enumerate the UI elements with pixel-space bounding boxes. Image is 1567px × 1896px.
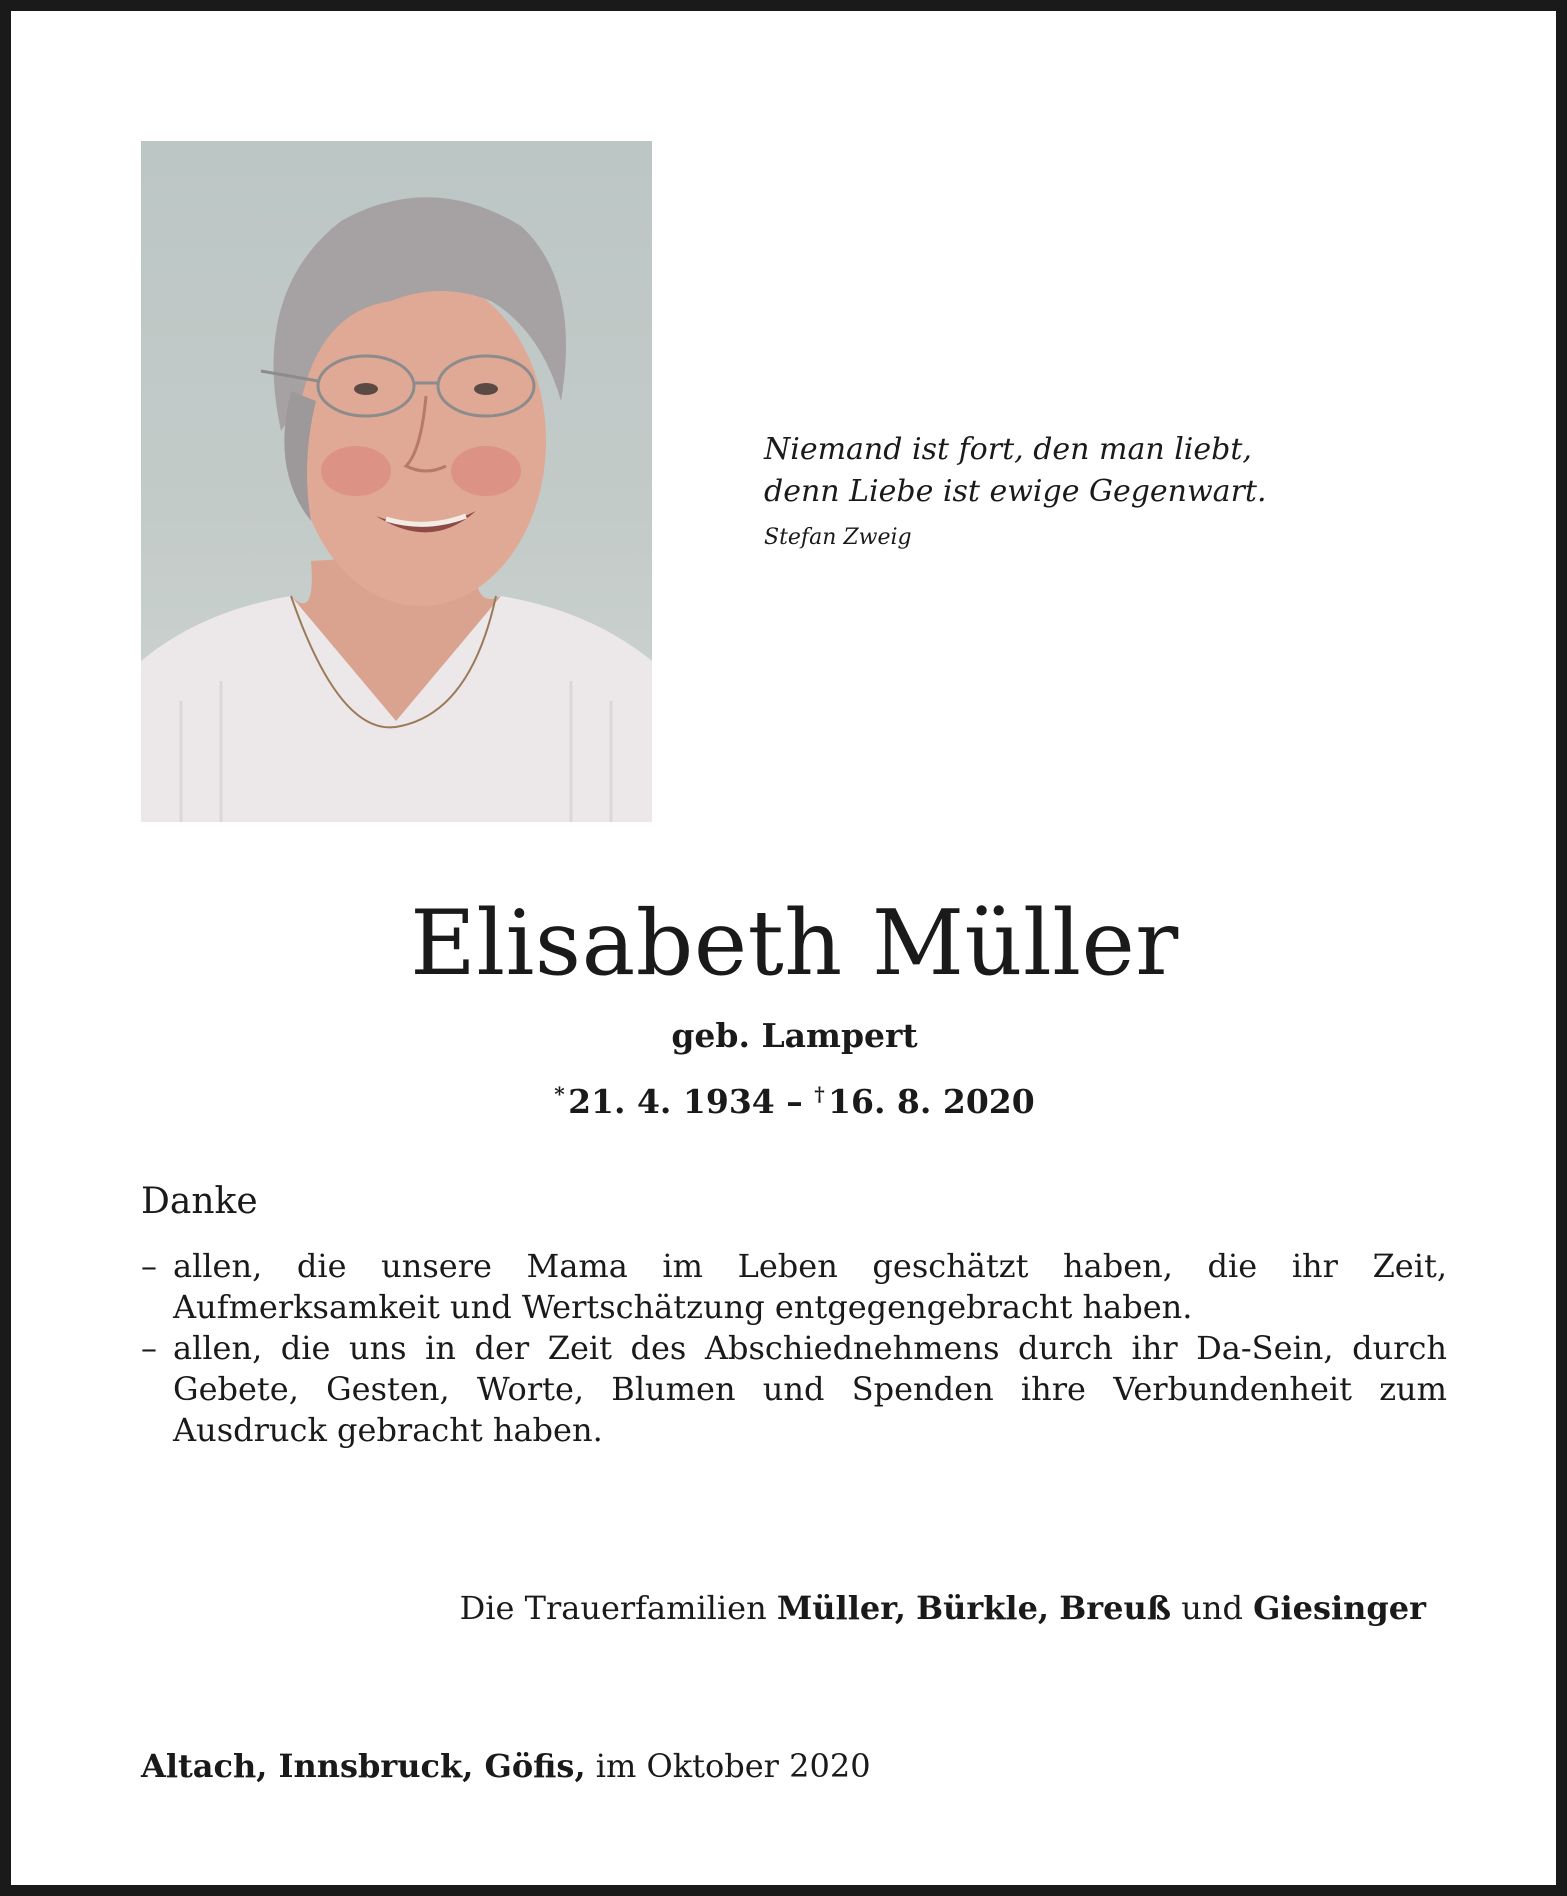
places: Altach, Innsbruck, Göfis, [141, 1747, 586, 1785]
maiden-name: geb. Lampert [671, 1016, 918, 1055]
mourning-families [460, 1587, 1426, 1629]
birth-symbol: * [554, 1082, 565, 1106]
place-and-date [141, 1745, 871, 1787]
thanks-list [141, 1246, 1447, 1451]
portrait-illustration [141, 141, 652, 822]
memorial-quote [764, 429, 1384, 553]
list-dash: – [141, 1329, 157, 1367]
life-dates [11, 1071, 1567, 1125]
quote-line-2: denn Liebe ist ewige Gegenwart. [764, 474, 1267, 509]
birth-date: 21. 4. 1934 [568, 1082, 775, 1121]
thanks-item [141, 1246, 1447, 1328]
thanks-item-text: allen, die unsere Mama im Leben geschätzt haben, die ihr Zeit, Aufmerksamkeit und Wertschätzung entgegengebracht haben. [173, 1247, 1447, 1326]
family-name: Breuß [1059, 1589, 1172, 1627]
portrait-photo [141, 141, 652, 822]
quote-line-1: Niemand ist fort, den man liebt, [764, 432, 1252, 467]
quote-author: Stefan Zweig [764, 525, 912, 550]
thanks-item [141, 1328, 1447, 1451]
date-text: im Oktober 2020 [595, 1747, 871, 1785]
family-name: Giesinger [1253, 1589, 1426, 1627]
thanks-heading: Danke [141, 1181, 258, 1222]
death-symbol: † [814, 1082, 825, 1106]
deceased-name: Elisabeth Müller [410, 891, 1179, 996]
date-separator: – [786, 1082, 803, 1121]
death-date: 16. 8. 2020 [828, 1082, 1035, 1121]
families-conjunction: und [1181, 1589, 1243, 1627]
families-prefix: Die Trauerfamilien [459, 1589, 767, 1627]
family-name: Bürkle, [916, 1589, 1050, 1627]
family-name: Müller, [776, 1589, 906, 1627]
thanks-item-text: allen, die uns in der Zeit des Abschiednehmens durch ihr Da-Sein, durch Gebete, Gesten, Worte, Blumen und Spenden ihre Verbundenheit zum Ausdruck gebracht haben. [173, 1329, 1447, 1449]
list-dash: – [141, 1247, 157, 1285]
